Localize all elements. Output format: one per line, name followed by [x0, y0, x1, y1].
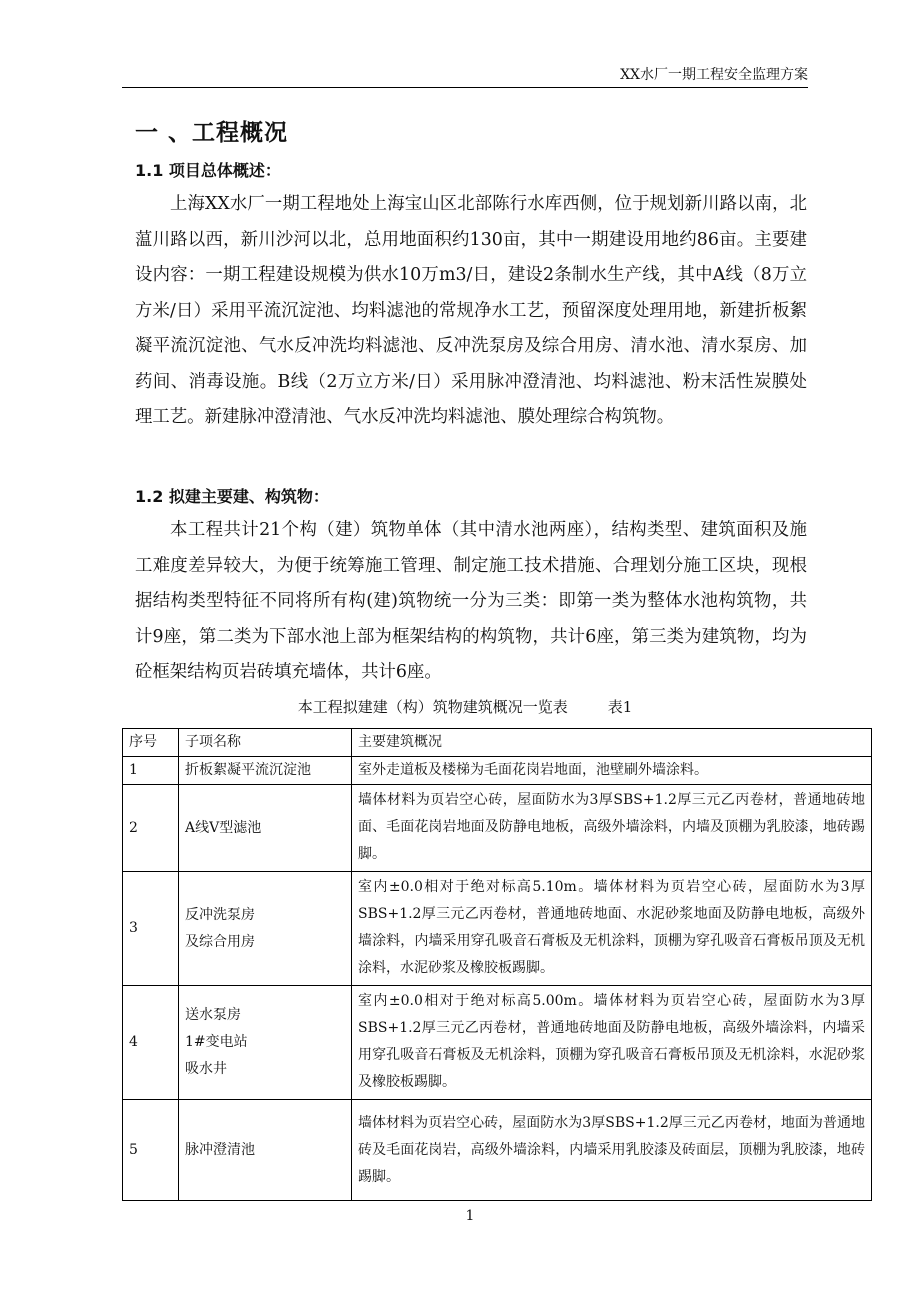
row-name-line: 1#变电站 [185, 1034, 248, 1050]
paragraph-project-overview: 上海XX水厂一期工程地处上海宝山区北部陈行水库西侧，位于规划新川路以南，北蕰川路以西，新川沙河以北，总用地面积约130亩，其中一期建设用地约86亩。主要建设内容：一期工程建设规模为供水10万m3/日，建设2条制水生产线，其中A线（8万立方米/日）采用平流沉淀池、均料滤池的常规净水工艺，预留深度处理用地，新建折板絮凝平流沉淀池、气水反冲洗均料滤池、反冲洗泵房及综合用房、清水池、清水泵房、加药间、消毒设施。B线（2万立方米/日）采用脉冲澄清池、均料滤池、粉末活性炭膜处理工艺。新建脉冲澄清池、气水反冲洗均料滤池、膜处理综合构筑物。 [135, 194, 807, 427]
row-description: 室内±0.0相对于绝对标高5.00m。墙体材料为页岩空心砖，屋面防水为3厚SBS+1.2厚三元乙丙卷材，普通地砖地面及防静电地板，高级外墙涂料，内墙采用穿孔吸音石膏板及无机涂料，顶棚为穿孔吸音石膏板吊顶及无机涂料，水泥砂浆及橡胶板踢脚。 [352, 986, 872, 1100]
row-description: 墙体材料为页岩空心砖，屋面防水为3厚SBS+1.2厚三元乙丙卷材，地面为普通地砖及毛面花岗岩，高级外墙涂料，内墙采用乳胶漆及砖面层，顶棚为乳胶漆，地砖踢脚。 [352, 1100, 872, 1201]
header-cell-name: 子项名称 [179, 729, 352, 757]
table-row [123, 757, 872, 785]
row-name-line: 吸水井 [185, 1061, 227, 1077]
row-description: 墙体材料为页岩空心砖，屋面防水为3厚SBS+1.2厚三元乙丙卷材，普通地砖地面、毛面花岗岩地面及防静电地板，高级外墙涂料，内墙及顶棚为乳胶漆，地砖踢脚。 [352, 785, 872, 872]
table-row [123, 785, 872, 872]
table-row [123, 986, 872, 1100]
section-heading: 一 、工程概况 [135, 120, 289, 146]
row-name-line: 脉冲澄清池 [185, 1141, 255, 1158]
table-caption-text: 本工程拟建建（构）筑物建筑概况一览表 [297, 698, 568, 716]
row-name-line: A线V型滤池 [185, 819, 262, 836]
row-description: 室外走道板及楼梯为毛面花岗岩地面，池壁刷外墙涂料。 [352, 757, 872, 785]
row-number: 5 [123, 1100, 179, 1201]
row-name [179, 757, 352, 785]
table-caption [122, 696, 808, 717]
row-name [179, 872, 352, 986]
row-name [179, 986, 352, 1100]
row-name-line: 折板絮凝平流沉淀池 [185, 762, 311, 778]
row-name [179, 785, 352, 872]
header-cell-desc: 主要建筑概况 [352, 729, 872, 757]
row-number: 3 [123, 872, 179, 986]
running-header: XX水厂一期工程安全监理方案 [122, 64, 808, 88]
row-name-line: 送水泵房 [185, 1007, 241, 1023]
table-row [123, 872, 872, 986]
table-label: 表1 [607, 698, 633, 716]
page-number: 1 [465, 1208, 475, 1224]
structures-table [122, 728, 872, 1201]
subsection-heading-1-2: 1.2 拟建主要建、构筑物： [135, 487, 329, 506]
row-number: 1 [123, 757, 179, 785]
table-row [123, 1100, 872, 1201]
header-cell-no: 序号 [123, 729, 179, 757]
table-header-row [123, 729, 872, 757]
paragraph-structures: 本工程共计21个构（建）筑物单体（其中清水池两座），结构类型、建筑面积及施工难度差异较大，为便于统筹施工管理、制定施工技术措施、合理划分施工区块，现根据结构类型特征不同将所有构(建)筑物统一分为三类：即第一类为整体水池构筑物，共计9座，第二类为下部水池上部为框架结构的构筑物，共计6座，第三类为建筑物，均为砼框架结构页岩砖填充墙体，共计6座。 [135, 520, 807, 682]
row-name [179, 1100, 352, 1201]
row-description: 室内±0.0相对于绝对标高5.10m。墙体材料为页岩空心砖，屋面防水为3厚SBS+1.2厚三元乙丙卷材，普通地砖地面、水泥砂浆地面及防静电地板，高级外墙涂料，内墙采用穿孔吸音石膏板及无机涂料，顶棚为穿孔吸音石膏板吊顶及无机涂料，水泥砂浆及橡胶板踢脚。 [352, 872, 872, 986]
row-name-line: 反冲洗泵房 [185, 906, 255, 923]
subsection-heading-1-1: 1.1 项目总体概述： [135, 161, 281, 180]
row-name-line: 及综合用房 [185, 933, 255, 950]
row-number: 4 [123, 986, 179, 1100]
row-number: 2 [123, 785, 179, 872]
